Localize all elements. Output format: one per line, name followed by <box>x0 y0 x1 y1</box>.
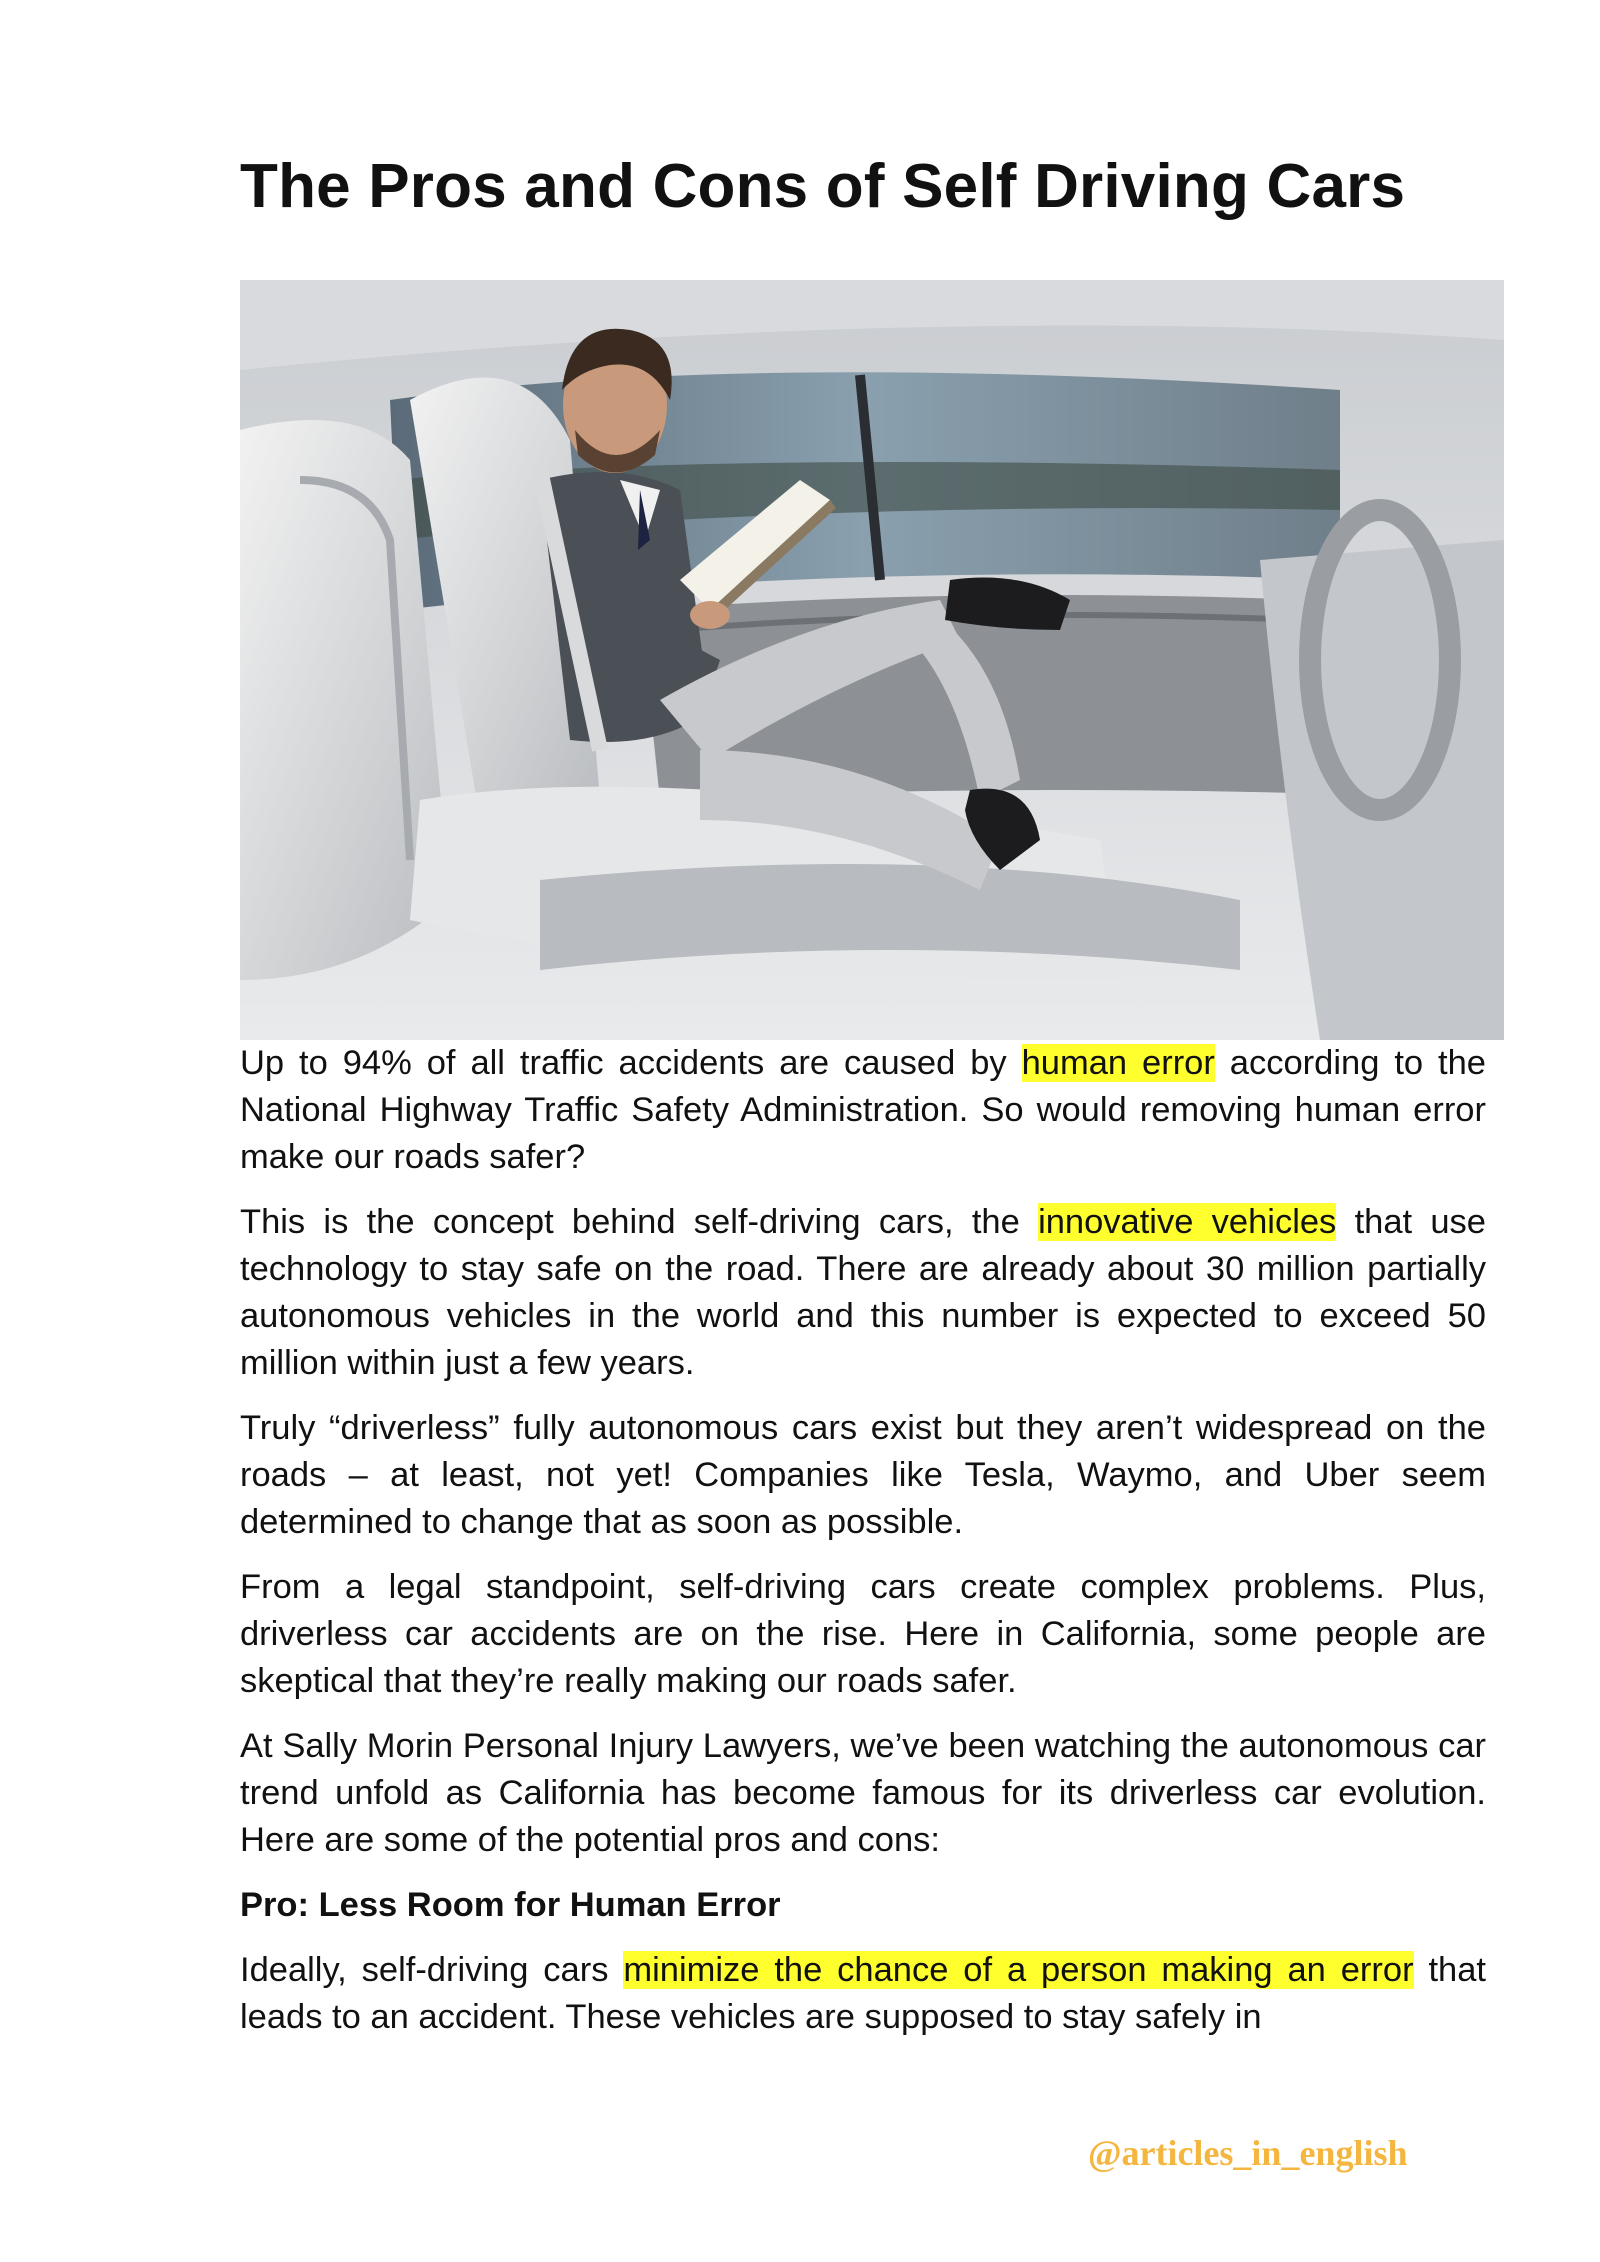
highlight-minimize-error: minimize the chance of a person making an error <box>623 1951 1414 1989</box>
article-title: The Pros and Cons of Self Driving Cars <box>240 152 1406 221</box>
man-reading-in-self-driving-car-image <box>240 280 1504 1040</box>
paragraph-3: Truly “driverless” fully autonomous cars exist but they aren’t widespread on the roads – at least, not yet! Companies like Tesla, Waymo, and Uber seem determined to change that as soon as possible. <box>240 1409 1486 1541</box>
paragraph-1 <box>240 1040 1486 1181</box>
paragraph-6-text-start: Ideally, self-driving cars <box>240 1951 624 1989</box>
paragraph-2-text-start: This is the concept behind self-driving cars, the <box>240 1203 1039 1241</box>
paragraph-1-text-start: Up to 94% of all traffic accidents are caused by <box>240 1044 1022 1082</box>
highlight-human-error: human error <box>1021 1044 1215 1082</box>
section-heading-pro: Pro: Less Room for Human Error <box>240 1886 781 1924</box>
paragraph-5: At Sally Morin Personal Injury Lawyers, we’ve been watching the autonomous car trend unfold as California has become famous for its driverless car evolution. Here are some of the potential pros and cons: <box>240 1727 1486 1859</box>
paragraph-1-text-end: according to the National Highway Traffic Safety Administration. So would removing human error make our roads safer? <box>240 1044 1486 1176</box>
paragraph-2 <box>240 1199 1486 1387</box>
paragraph-6-text-end: that leads to an accident. These vehicles are supposed to stay safely in <box>240 1951 1486 2036</box>
paragraph-4: From a legal standpoint, self-driving cars create complex problems. Plus, driverless car accidents are on the rise. Here in California, some people are skeptical that they’re really making our roads safer. <box>240 1568 1486 1700</box>
paragraph-2-text-end: that use technology to stay safe on the road. There are already about 30 million partially autonomous vehicles in the world and this number is expected to exceed 50 million within just a few years. <box>240 1203 1486 1382</box>
article-body <box>240 1040 1486 2059</box>
paragraph-6 <box>240 1947 1486 2041</box>
watermark-handle: @articles_in_english <box>1088 2133 1408 2173</box>
highlight-innovative-vehicles: innovative vehicles <box>1038 1203 1337 1241</box>
